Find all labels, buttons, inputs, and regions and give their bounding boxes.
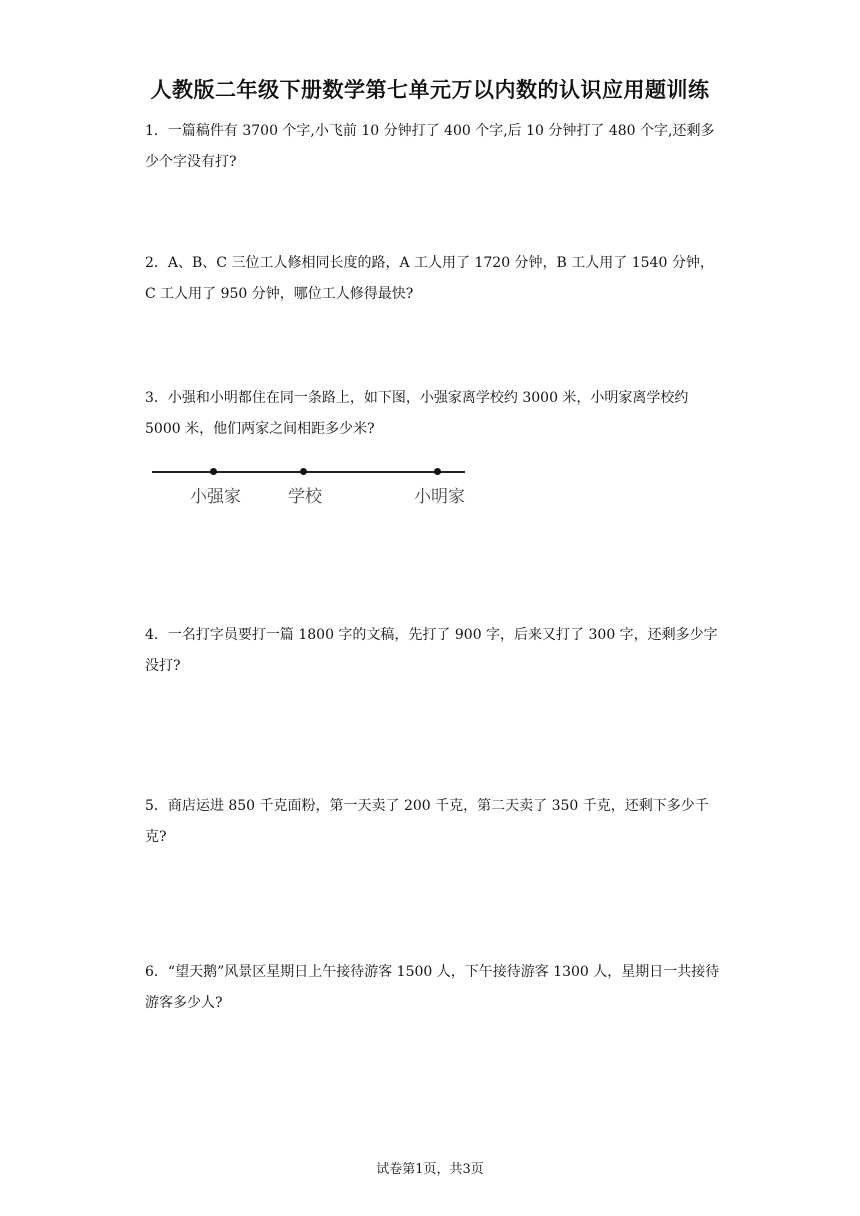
road-line bbox=[152, 471, 465, 473]
xiaoming-home-label: 小明家 bbox=[414, 487, 465, 507]
question-6: 6．“望天鹅”风景区星期日上午接待游客 1500 人，下午接待游客 1300 人，星期日一共接待游客多少人? bbox=[145, 964, 720, 1011]
school-label: 学校 bbox=[288, 487, 322, 507]
question-2: 2．A、B、C 三位工人修相同长度的路，A 工人用了 1720 分钟，B 工人用了 1540 分钟，C 工人用了 950 分钟，哪位工人修得最快? bbox=[145, 255, 714, 302]
question-3: 3．小强和小明都住在同一条路上，如下图，小强家离学校约 3000 米，小明家离学校约 5000 米，他们两家之间相距多少米? bbox=[145, 390, 689, 437]
question-1: 1．一篇稿件有 3700 个字,小飞前 10 分钟打了 400 个字,后 10 分钟打了 480 个字,还剩多少个字没有打? bbox=[145, 123, 715, 170]
xiaoqiang-home-label: 小强家 bbox=[190, 487, 241, 507]
xiaoqiang-home-point bbox=[210, 468, 217, 475]
school-point bbox=[300, 468, 307, 475]
page-footer: 试卷第1页，共3页 bbox=[376, 1162, 484, 1177]
question-4: 4．一名打字员要打一篇 1800 字的文稿，先打了 900 字，后来又打了 300 字，还剩多少字没打? bbox=[145, 627, 718, 674]
xiaoming-home-point bbox=[434, 468, 441, 475]
page-title: 人教版二年级下册数学第七单元万以内数的认识应用题训练 bbox=[150, 78, 710, 102]
question-5: 5．商店运进 850 千克面粉，第一天卖了 200 千克，第二天卖了 350 千克，还剩下多少千克? bbox=[145, 798, 709, 845]
road-diagram bbox=[150, 462, 470, 508]
